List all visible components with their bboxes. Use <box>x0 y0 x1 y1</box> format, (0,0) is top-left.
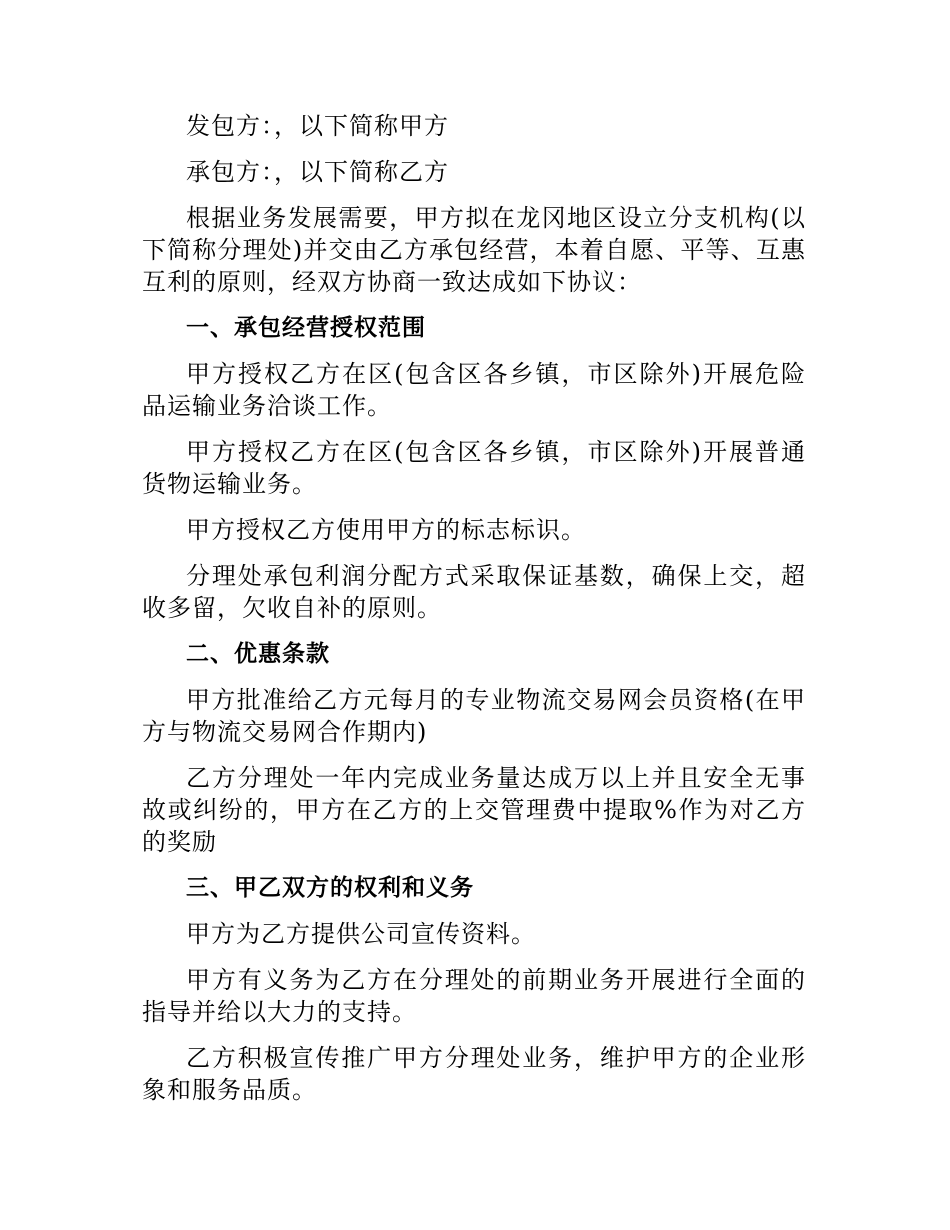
preamble-paragraph: 根据业务发展需要，甲方拟在龙冈地区设立分支机构(以下简称分理处)并交由乙方承包经营，本着自愿、平等、互惠互利的原则，经双方协商一致达成如下协议： <box>142 204 806 296</box>
document-page <box>142 110 806 1120</box>
clause-paragraph: 甲方授权乙方在区(包含区各乡镇，市区除外)开展普通货物运输业务。 <box>142 438 806 498</box>
clause-paragraph: 乙方分理处一年内完成业务量达成万以上并且安全无事故或纠纷的，甲方在乙方的上交管理费中提取%作为对乙方的奖励 <box>142 764 806 856</box>
section-heading-2: 二、优惠条款 <box>186 641 330 667</box>
clause-paragraph: 甲方为乙方提供公司宣传资料。 <box>186 920 536 948</box>
clause-paragraph: 乙方积极宣传推广甲方分理处业务，维护甲方的企业形象和服务品质。 <box>142 1044 806 1104</box>
clause-paragraph: 分理处承包利润分配方式采取保证基数，确保上交，超收多留，欠收自补的原则。 <box>142 562 806 622</box>
section-heading-1: 一、承包经营授权范围 <box>186 315 426 341</box>
section-heading-3: 三、甲乙双方的权利和义务 <box>186 875 474 901</box>
clause-paragraph: 甲方批准给乙方元每月的专业物流交易网会员资格(在甲方与物流交易网合作期内) <box>142 686 806 746</box>
clause-paragraph: 甲方授权乙方在区(包含区各乡镇，市区除外)开展危险品运输业务洽谈工作。 <box>142 360 806 420</box>
party-a-line: 发包方：，以下简称甲方 <box>186 112 449 140</box>
clause-paragraph: 甲方授权乙方使用甲方的标志标识。 <box>186 516 586 544</box>
party-b-line: 承包方：，以下简称乙方 <box>186 158 449 186</box>
clause-paragraph: 甲方有义务为乙方在分理处的前期业务开展进行全面的指导并给以大力的支持。 <box>142 966 806 1026</box>
